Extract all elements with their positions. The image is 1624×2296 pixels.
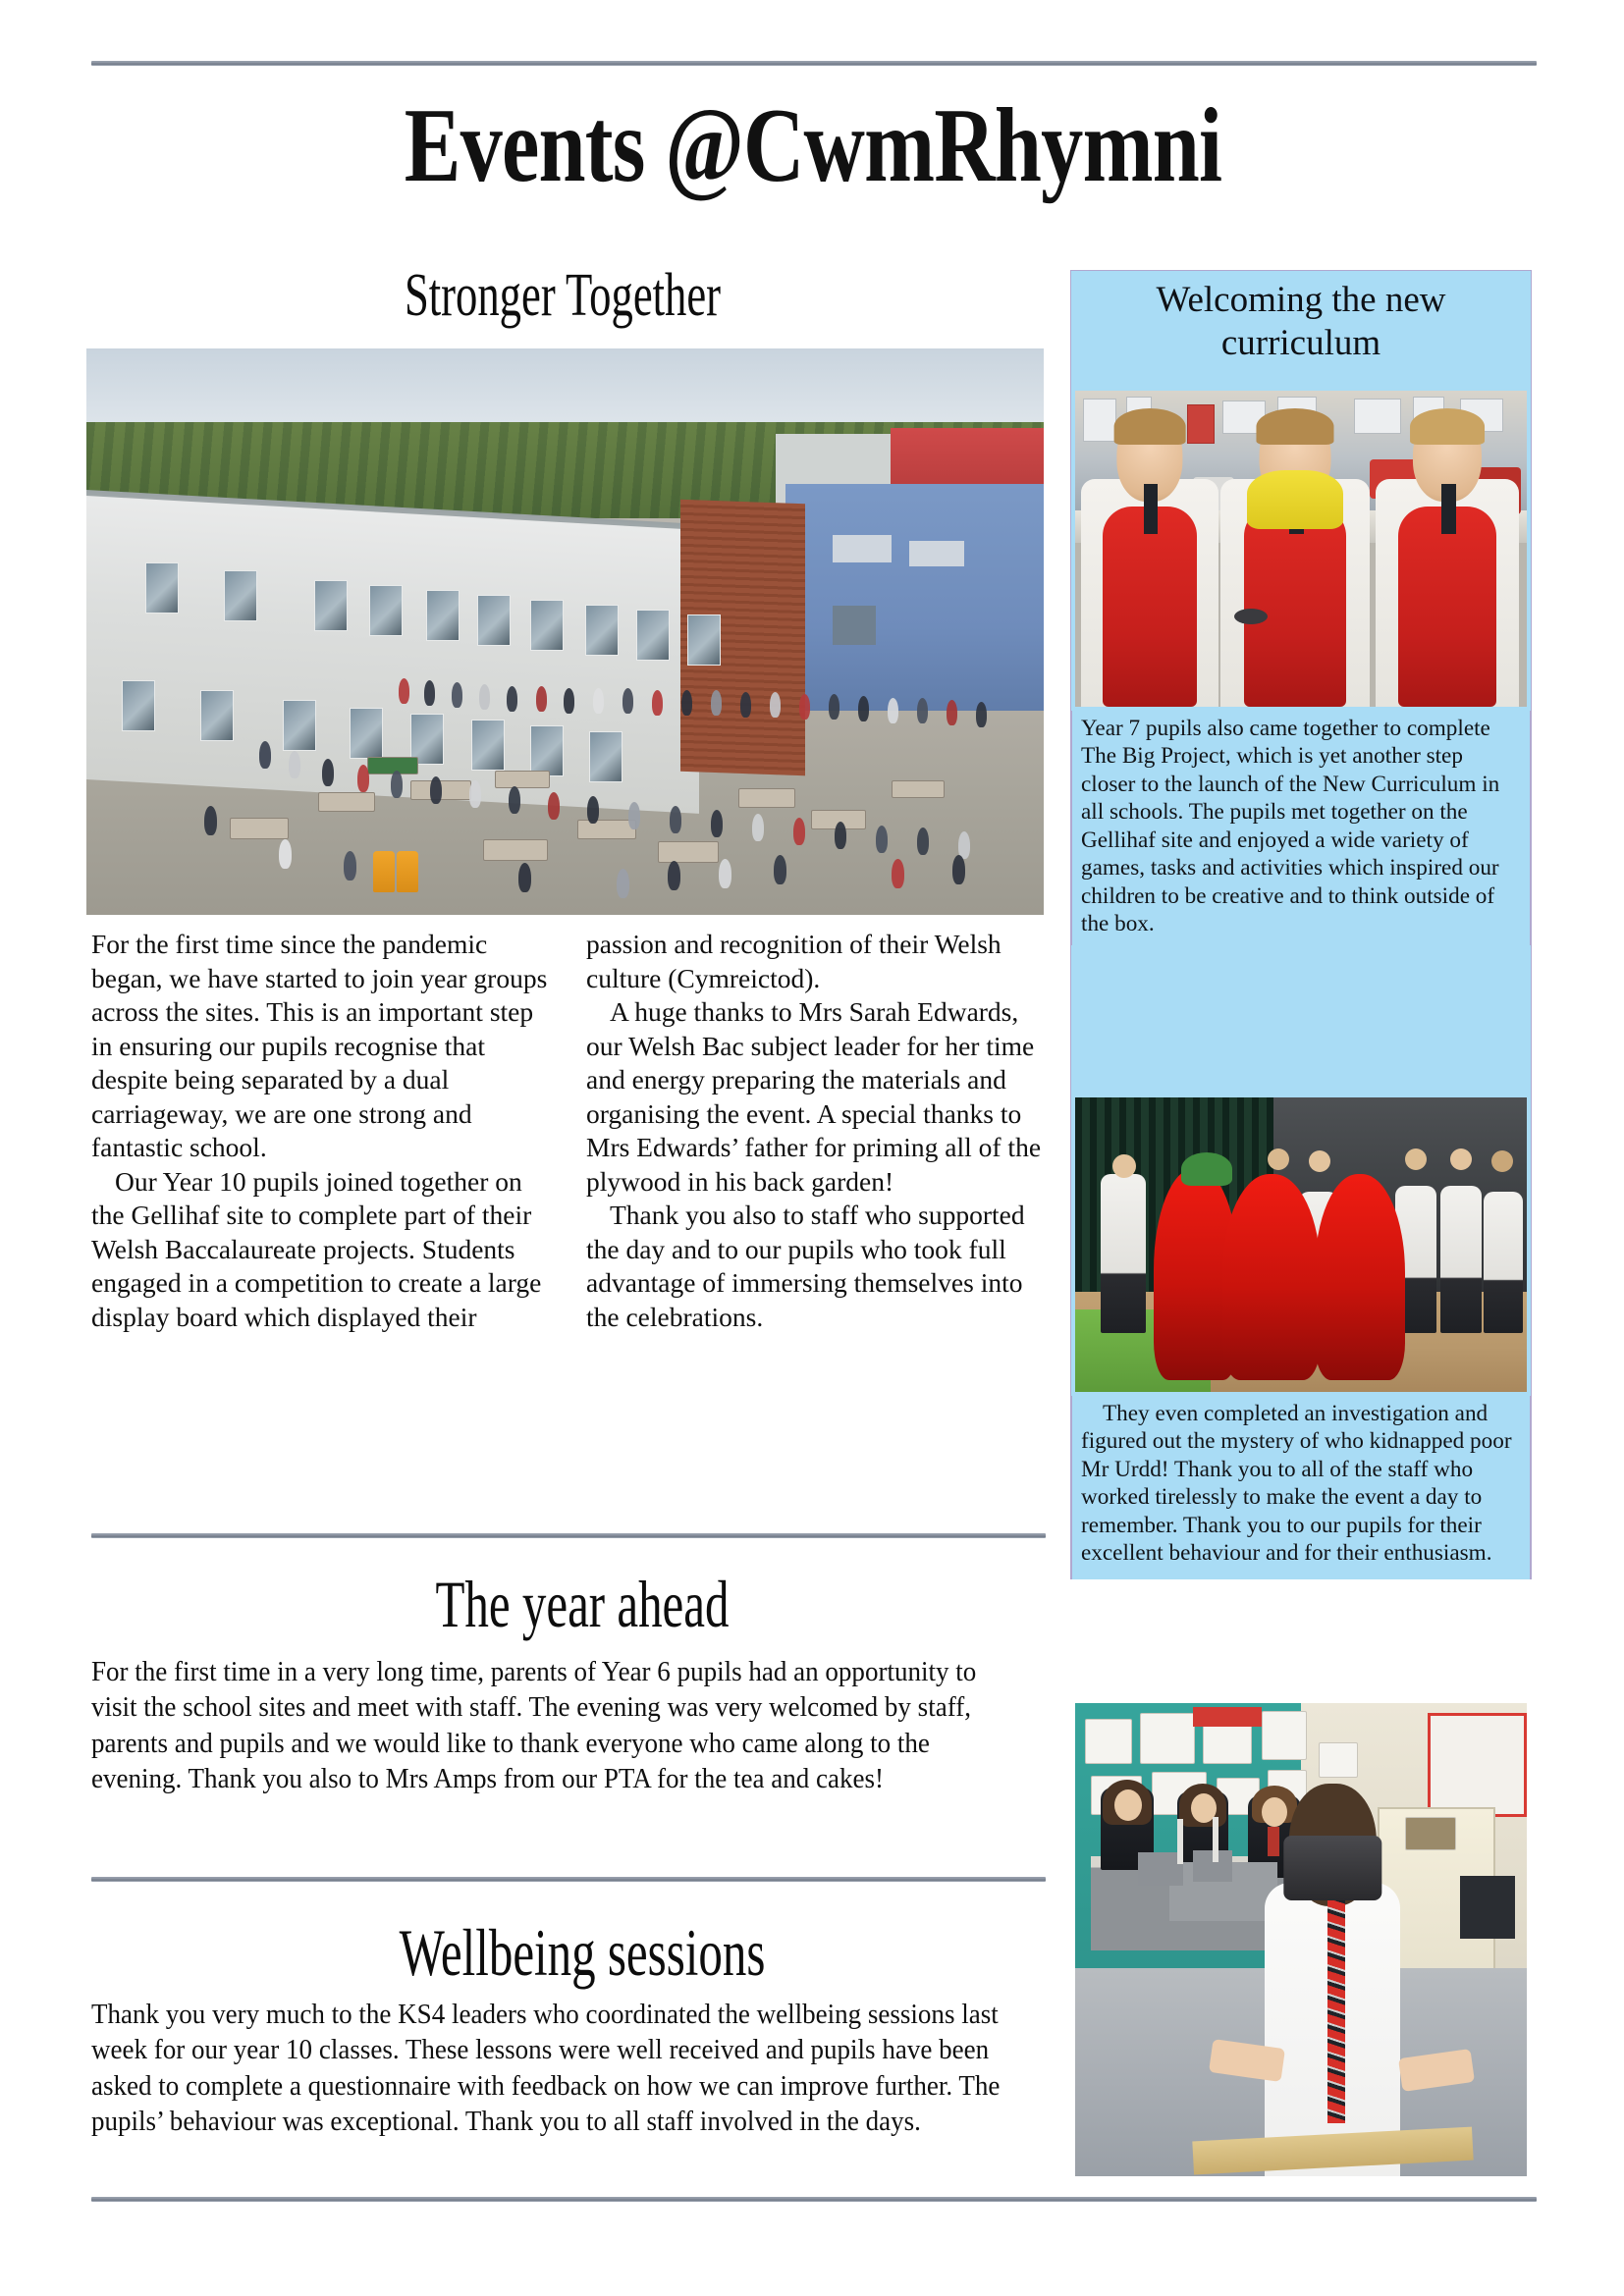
article-paragraph: A huge thanks to Mrs Sarah Edwards, our Welsh Bac subject leader for her time and energy preparing the materials and organising the event. A special thanks to Mrs Edwards’ father for priming all of the plywood in his back garden!: [586, 996, 1042, 1197]
photo-year7-pupils: [1075, 391, 1527, 707]
photo-school-yard: [86, 348, 1044, 915]
rule-year-ahead: [91, 1533, 1046, 1538]
photo-hall-activity: [1075, 1097, 1527, 1392]
section-body-wellbeing: Thank you very much to the KS4 leaders who coordinated the wellbeing sessions last week for our year 10 classes. These lessons were well received and pupils have been asked to complete a questionnaire with feedback on how we can improve further. The pupils’ behaviour was exceptional. Thank you to all staff involved in the days.: [91, 2000, 1001, 2138]
article-stronger-together-body: [91, 928, 1046, 1334]
page-title: Events @CwmRhymni: [404, 87, 1222, 204]
section-body-year-ahead: For the first time in a very long time, parents of Year 6 pupils had an opportunity to visit the school sites and meet with staff. The evening was very welcomed by staff, parents and pupils and we would like to thank everyone who came along to the evening. Thank you also to Mrs Amps from our PTA for the tea and cakes!: [91, 1657, 977, 1795]
sidebar-paragraph-2: They even completed an investigation and figured out the mystery of who kidnapped poor Mr Urdd! Thank you to all of the staff who worked tirelessly to make the event a day to remember. Thank you to our pupils for their excellent behaviour and for their enthusiasm.: [1071, 1396, 1531, 1579]
article-paragraph: For the first time since the pandemic began, we have started to join year groups across the sites. This is an important step in ensuring our pupils recognise that despite being separated by a dual carriageway, we are one strong and fantastic school.: [91, 929, 548, 1162]
article-paragraph: Our Year 10 pupils joined together on the Gellihaf site to complete part of their Welsh Baccalaureate projects. Students engaged in a competition to create a large display board which displayed their passion and recognition of their Welsh culture (Cymreictod).: [91, 929, 1001, 1332]
article-paragraph: Thank you also to staff who supported the day and to our pupils who took full advantage of immersing themselves into the celebrations.: [586, 1200, 1025, 1332]
section-heading-stronger-together: Stronger Together: [404, 262, 722, 329]
rule-wellbeing: [91, 1877, 1046, 1882]
rule-top: [91, 61, 1537, 66]
rule-bottom: [91, 2197, 1537, 2202]
sidebar-paragraph-1: Year 7 pupils also came together to complete The Big Project, which is yet another step closer to the launch of the New Curriculum in all schools. The pupils met together on the Gellihaf site and enjoyed a wide variety of games, tasks and activities which inspired our children to be creative and to think outside of the box.: [1071, 711, 1531, 945]
photo-vr-lesson: [1075, 1703, 1527, 2176]
section-heading-wellbeing: Wellbeing sessions: [399, 1915, 766, 1990]
section-heading-year-ahead: The year ahead: [435, 1567, 730, 1641]
sidebar-heading: Welcoming the new curriculum: [1156, 280, 1446, 363]
